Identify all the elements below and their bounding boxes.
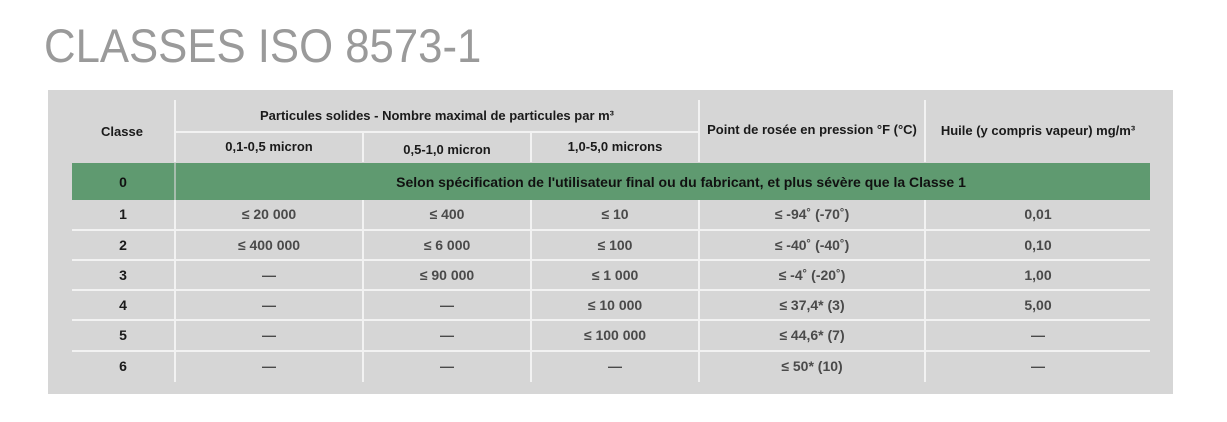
- table-cell-c: —: [608, 358, 622, 374]
- table-cell-b: ≤ 400: [429, 206, 465, 222]
- table-cell-b: ≤ 90 000: [419, 267, 475, 283]
- header-col-c: 1,0-5,0 microns: [567, 138, 663, 154]
- table-cell-dew: ≤ -4˚ (-20˚): [778, 267, 846, 283]
- table-cell-classe: 4: [119, 297, 127, 313]
- table-cell-b: —: [440, 358, 454, 374]
- table-cell-dew: ≤ 37,4* (3): [779, 297, 845, 313]
- header-col-b: 0,5-1,0 micron: [403, 141, 491, 157]
- table-cell-classe: 3: [119, 267, 127, 283]
- table-cell-c: ≤ 100 000: [583, 327, 647, 343]
- table-cell-a: —: [262, 267, 276, 283]
- table-cell-oil: —: [1031, 327, 1045, 343]
- table-cell-c: ≤ 10 000: [587, 297, 643, 313]
- table-cell-c: ≤ 1 000: [591, 267, 639, 283]
- table-cell-a: ≤ 400 000: [237, 237, 301, 253]
- table-cell-oil: 0,10: [1024, 237, 1052, 253]
- table-cell-dew: ≤ 44,6* (7): [779, 327, 845, 343]
- table-cell-oil: 1,00: [1024, 267, 1052, 283]
- header-oil: Huile (y compris vapeur) mg/m³: [940, 122, 1136, 138]
- table-cell-classe: 1: [119, 206, 127, 222]
- table-cell-b: —: [440, 327, 454, 343]
- table-cell-a: —: [262, 358, 276, 374]
- table-cell-oil: 5,00: [1024, 297, 1052, 313]
- class-0-label: 0: [119, 173, 127, 190]
- class-0-description: Selon spécification de l'utilisateur final ou du fabricant, et plus sévère que la Classe 1: [396, 173, 966, 190]
- table-cell-oil: —: [1031, 358, 1045, 374]
- table-cell-classe: 6: [119, 358, 127, 374]
- table-cell-a: —: [262, 297, 276, 313]
- header-dew-point: Point de rosée en pression °F (°C): [707, 121, 917, 137]
- table-cell-classe: 5: [119, 327, 127, 343]
- table-cell-b: ≤ 6 000: [423, 237, 471, 253]
- table-cell-a: ≤ 20 000: [241, 206, 297, 222]
- table-cell-b: —: [440, 297, 454, 313]
- table-cell-a: —: [262, 327, 276, 343]
- table-cell-c: ≤ 10: [601, 206, 629, 222]
- table-cell-c: ≤ 100: [597, 237, 633, 253]
- header-classe: Classe: [101, 123, 143, 139]
- page-title: CLASSES ISO 8573-1: [44, 19, 482, 72]
- header-col-a: 0,1-0,5 micron: [225, 138, 313, 154]
- table-cell-dew: ≤ -94˚ (-70˚): [774, 206, 850, 222]
- table-cell-classe: 2: [119, 237, 127, 253]
- header-particles: Particules solides - Nombre maximal de particules par m³: [259, 107, 614, 123]
- table-cell-oil: 0,01: [1024, 206, 1052, 222]
- table-cell-dew: ≤ -40˚ (-40˚): [774, 237, 850, 253]
- table-cell-dew: ≤ 50* (10): [781, 358, 843, 374]
